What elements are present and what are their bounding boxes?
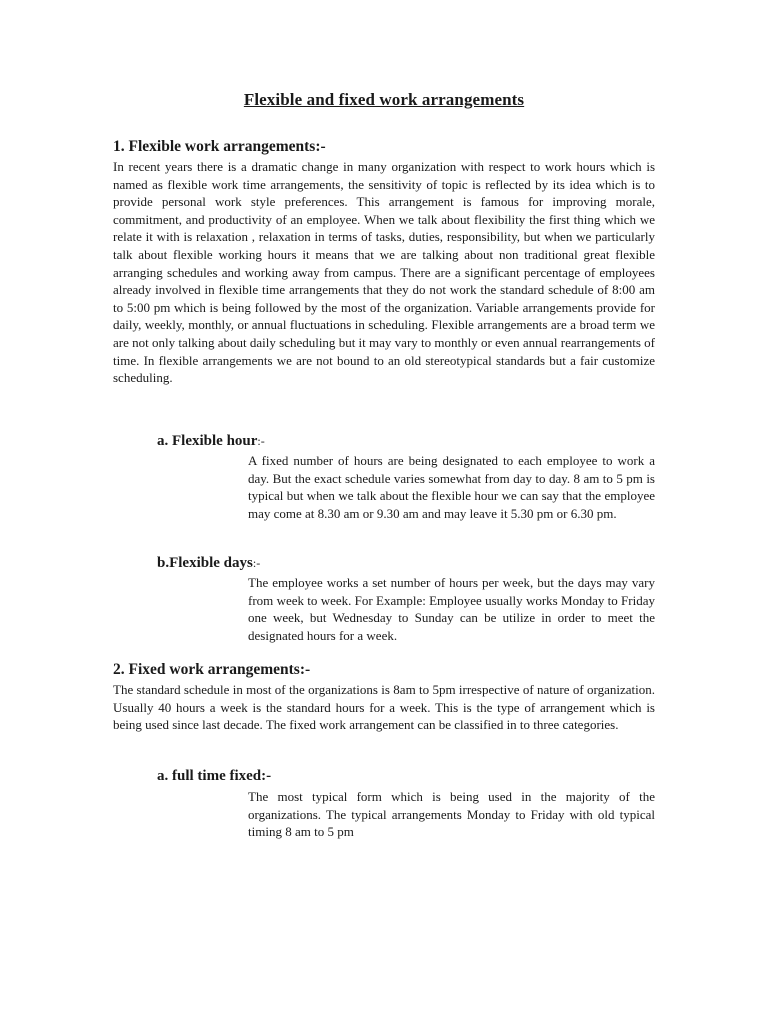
section-body-fixed: The standard schedule in most of the organizations is 8am to 5pm irrespective of nature of organization. Usually 40 hours a week is the standard hours for a week. This is the type of arrangement which is being used since last decade. The fixed work arrangement can be classified in to three categories. <box>113 682 655 733</box>
subsection-body-full-time-fixed: The most typical form which is being used in the majority of the organizations. The typical arrangements Monday to Friday with old typical timing 8 am to 5 pm <box>248 789 655 840</box>
section-heading-flexible: 1. Flexible work arrangements:- <box>113 138 326 155</box>
document-title: Flexible and fixed work arrangements <box>243 90 525 109</box>
subheading-flexible-days <box>157 555 260 572</box>
section-body-flexible: In recent years there is a dramatic change in many organization with respect to work hours which is named as flexible work time arrangements, the sensitivity of topic is reflected by its idea which is to provide personal work style preferences. This arrangement is famous for improving morale, commitment, and productivity of an employee. When we talk about flexibility the first thing which we relate it with is relaxation , relaxation in terms of tasks, duties, responsibility, but when we particularly talk about flexible working hours it means that we are talking about non traditional great flexible arranging schedules and working away from campus. There are a significant percentage of employees already involved in flexible time arrangements that they do not work the standard schedule of 8:00 am to 5:00 pm which is being followed by the most of the organization. Variable arrangements provide for daily, weekly, monthly, or annual fluctuations in scheduling. Flexible arrangements are a broad term we are not only talking about daily scheduling but it may vary to monthly or even annual rearrangements of time. In flexible arrangements we are not bound to an old stereotypical standards but a fair customize scheduling. <box>113 159 655 386</box>
subheading-flexible-days-text: b.Flexible days <box>157 555 253 571</box>
subheading-flexible-hour <box>157 433 265 450</box>
subheading-full-time-fixed-text: a. full time fixed:- <box>157 768 272 784</box>
subheading-flexible-hour-text: a. Flexible hour <box>157 433 258 449</box>
subsection-body-flexible-hour: A fixed number of hours are being designated to each employee to work a day. But the exact schedule varies somewhat from day to day. 8 am to 5 pm is typical but when we talk about the flexible hour we can say that the employee may come at 8.30 am or 9.30 am and may leave it 5.30 pm or 6.30 pm. <box>248 453 655 521</box>
subheading-flexible-days-suffix: :- <box>252 556 261 570</box>
subheading-flexible-hour-suffix: :- <box>257 434 265 448</box>
section-heading-fixed: 2. Fixed work arrangements:- <box>113 661 311 678</box>
subheading-full-time-fixed <box>157 768 271 785</box>
subsection-body-flexible-days: The employee works a set number of hours per week, but the days may vary from week to week. For Example: Employee usually works Monday to Friday one week, but Wednesday to Sunday can be utilize in order to meet the designated hours for a week. <box>248 575 655 643</box>
